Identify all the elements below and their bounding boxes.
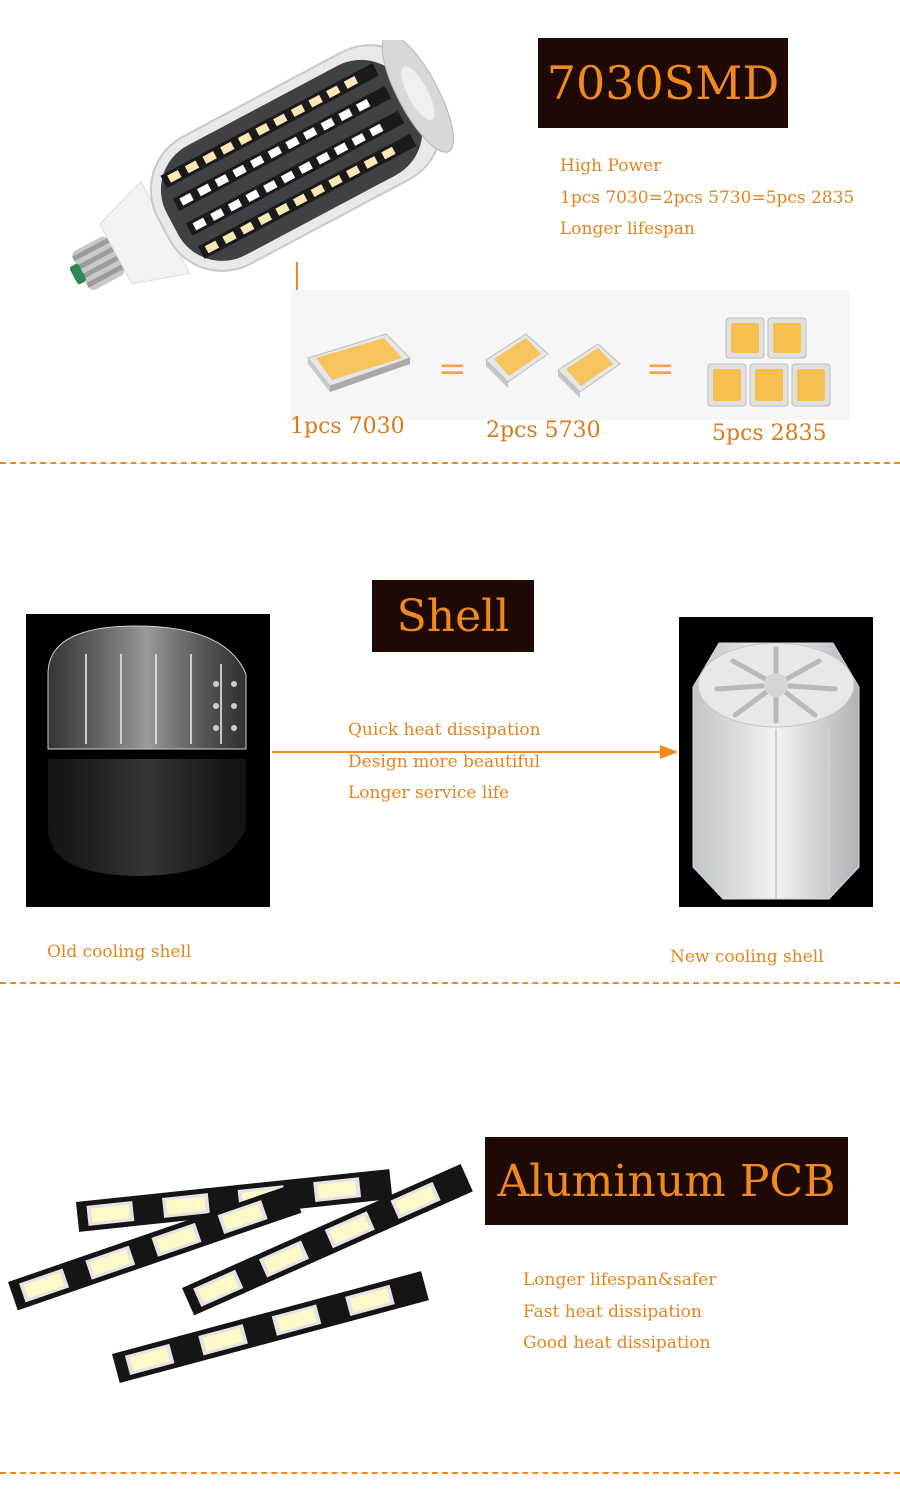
shell-title-text: Shell [396,590,510,642]
shell-bullet-3: Longer service life [348,783,510,803]
equals-sign-1: = [438,349,467,389]
pcb-bullet-1: Longer lifespan&safer [523,1270,717,1290]
shell-bullet-2: Design more beautiful [348,752,541,772]
chip-label-7030: 1pcs 7030 [290,414,405,439]
chip-5730-icon [554,340,624,400]
chip-7030-icon [300,328,416,394]
smd-title [538,38,788,128]
old-shell-caption: Old cooling shell [47,942,192,962]
pcb-bullet-2: Fast heat dissipation [523,1302,702,1322]
smd-bullet-3: Longer lifespan [560,219,695,239]
section-divider [0,462,900,464]
shell-bullet-1: Quick heat dissipation [348,720,541,740]
section-divider [0,982,900,984]
pcb-bullet-3: Good heat dissipation [523,1333,711,1353]
chip-5730-icon [482,330,552,390]
smd-title-text: 7030SMD [546,56,780,110]
pcb-strip-icon [112,1271,429,1383]
chip-2835-icon [706,316,836,412]
section-divider [0,1472,900,1474]
new-shell-image [679,617,873,907]
old-shell-image [26,614,270,907]
shell-title [372,580,534,652]
corn-bulb-image [40,40,490,300]
smd-bullet-1: High Power [560,156,662,176]
smd-bullet-2: 1pcs 7030=2pcs 5730=5pcs 2835 [560,188,855,208]
equals-sign-2: = [646,349,675,389]
chip-label-5730: 2pcs 5730 [486,418,601,443]
new-shell-caption: New cooling shell [670,947,824,967]
chip-label-2835: 5pcs 2835 [712,421,827,446]
pcb-title [485,1137,848,1225]
aluminum-pcb-strips-image [0,1140,490,1400]
pcb-title-text: Aluminum PCB [497,1155,836,1207]
